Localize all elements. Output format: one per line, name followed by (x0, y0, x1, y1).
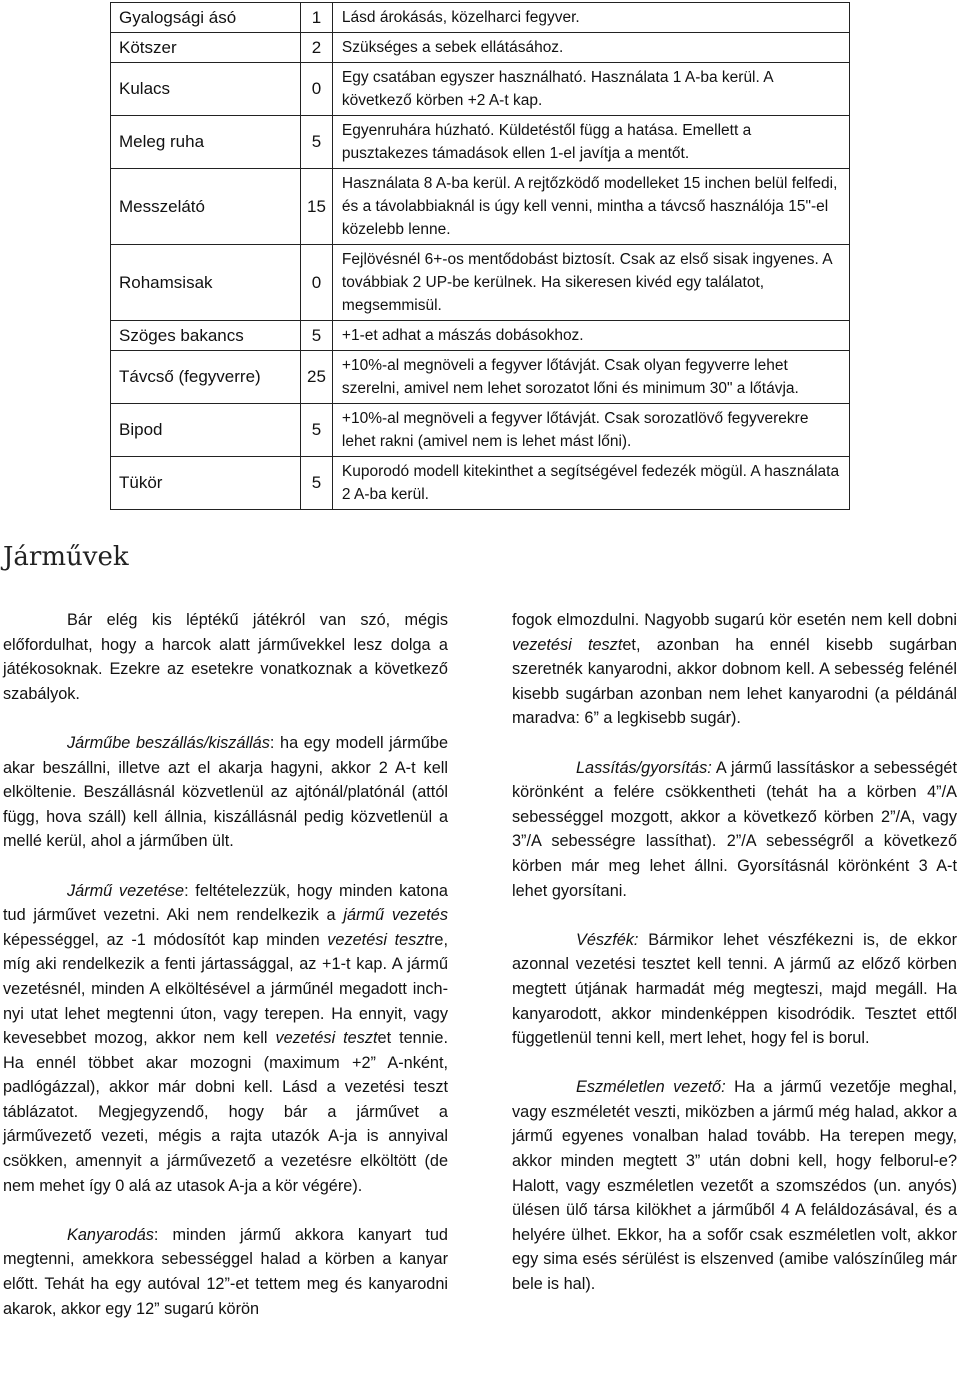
driving-text-b: képességgel, az -1 módosítót kap minden (3, 930, 328, 949)
item-cost-cell: 5 (301, 404, 333, 457)
turning-text: : minden jármű akkora kanyart tud megtenni, amekkora sebességgel halad a körben a kanyar előtt. Tehát ha egy autóval 12”-et tettem meg és kanyarodni akarok, akkor egy 12” sugarú körön (3, 1225, 448, 1318)
item-desc-cell: Szükséges a sebek ellátásához. (332, 33, 849, 63)
turning-cont-text-a: fogok elmozdulni. Nagyobb sugarú kör esetén nem kell dobni (512, 611, 957, 629)
table-row (111, 457, 850, 510)
right-column (512, 608, 957, 1297)
item-name-cell: Tükör (111, 457, 301, 510)
driving-italic-3: vezetési teszt (275, 1029, 378, 1048)
item-desc-cell: Egy csatában egyszer használható. Használata 1 A-ba kerül. A következő körben +2 A-t kap. (332, 63, 849, 116)
table-row (111, 245, 850, 321)
item-name-cell: Gyalogsági ásó (111, 3, 301, 33)
turning-continued-paragraph (512, 608, 957, 731)
speed-paragraph (512, 756, 957, 904)
intro-paragraph (3, 608, 448, 706)
item-name-cell: Kötszer (111, 33, 301, 63)
section-title: Járművek (3, 542, 129, 572)
item-cost-cell: 2 (301, 33, 333, 63)
left-column (3, 608, 448, 1321)
table-row (111, 321, 850, 351)
unconscious-driver-term: Eszméletlen vezető: (576, 1078, 726, 1097)
turning-cont-text-b: et, azonban ha ennél kisebb sugárban szeretnék kanyarodni, akkor dobnom kell. A sebesség felénél kisebb sugárban azonban nem lehet kanyarodni (a példánál maradva: 6” a legkisebb sugár). (512, 635, 958, 728)
item-cost-cell: 5 (301, 321, 333, 351)
speed-text: A jármű lassításkor a sebességét körönként a felére csökkentheti (tehát ha a körben 4”/A sebességgel mozgott, akkor a következő körben 2”/A, vagy 3”/A sebességre lassíthat). 2”/A sebességről a következő körben már meg lehet állni. Gyorsításnál körönként 3 A-t lehet gyorsítani. (512, 758, 957, 900)
driving-text-d: et tennie. Ha ennél többet akar mozogni (maximum +2” A-nként, padlógázzal), akkor már dobni kell. Lásd a vezetési teszt táblázatot. Megjegyzendő, hogy bár a járművet a járművezető vezeti, mégis a rajta utazók A-ja is annyival csökken, amennyit a járművezető a vezetésre elköltött (de nem mehet így 0 alá az utasok A-ja a kör végére). (3, 1029, 448, 1195)
table-row (111, 404, 850, 457)
boarding-term: Járműbe beszállás/kiszállás (67, 733, 270, 752)
driving-term: Jármű vezetése (67, 881, 185, 900)
equipment-table (110, 2, 850, 510)
turning-term: Kanyarodás (67, 1225, 154, 1244)
item-name-cell: Bipod (111, 404, 301, 457)
table-row (111, 116, 850, 169)
item-desc-cell: Lásd árokásás, közelharci fegyver. (332, 3, 849, 33)
table-row (111, 3, 850, 33)
item-name-cell: Messzelátó (111, 169, 301, 245)
item-name-cell: Távcső (fegyverre) (111, 351, 301, 404)
emergency-brake-text: Bármikor lehet vészfékezni is, de ekkor azonnal vezetési tesztet kell tenni. A jármű az előző körben megtett útjának harmadát még megteszi, majd megáll. Ha kanyarodott, akkor mindenképpen kisodródik. Tesztet ettől függetlenül tenni kell, mert lehet, hogy fel is borul. (512, 930, 957, 1048)
item-desc-cell: Használata 8 A-ba kerül. A rejtőzködő modelleket 15 inchen belül felfedi, és a távolabbiaknál is úgy kell venni, mintha a távcső használója 15"-el közelebb lenne. (332, 169, 849, 245)
intro-text: Bár elég kis léptékű játékról van szó, mégis előfordulhat, hogy a harcok alatt járművekkel lesz dolga a játékosoknak. Ezekre az esetekre vonatkoznak a következő szabályok. (3, 611, 448, 703)
item-cost-cell: 5 (301, 457, 333, 510)
driving-text-c: re, míg aki rendelkezik a fenti jártassággal, az +1-t kap. A jármű vezetésnél, minden A elköltésével a járműnél megadott inch-nyi utat lehet megtenni úton, vagy terepen. Ha ennyit, vagy kevesebbet mozog, akkor nem kell (3, 930, 448, 1048)
item-cost-cell: 1 (301, 3, 333, 33)
item-cost-cell: 15 (301, 169, 333, 245)
speed-term: Lassítás/gyorsítás: (576, 758, 712, 777)
item-name-cell: Kulacs (111, 63, 301, 116)
unconscious-driver-paragraph (512, 1075, 957, 1296)
item-desc-cell: +1-et adhat a mászás dobásokhoz. (332, 321, 849, 351)
driving-text-a: : feltételezzük, hogy minden katona tud járművet vezetni. Aki nem rendelkezik a (3, 881, 448, 925)
item-desc-cell: Egyenruhára húzható. Küldetéstől függ a hatása. Emellett a pusztakezes támadások ellen 1-el javítja a mentőt. (332, 116, 849, 169)
item-desc-cell: +10%-al megnöveli a fegyver lőtávját. Csak sorozatlövő fegyverekre lehet rakni (amivel nem is lehet mást lőni). (332, 404, 849, 457)
table-row (111, 169, 850, 245)
emergency-brake-term: Vészfék: (576, 930, 639, 949)
item-cost-cell: 25 (301, 351, 333, 404)
item-name-cell: Szöges bakancs (111, 321, 301, 351)
item-cost-cell: 5 (301, 116, 333, 169)
turning-cont-italic: vezetési teszt (512, 635, 623, 654)
item-cost-cell: 0 (301, 245, 333, 321)
item-cost-cell: 0 (301, 63, 333, 116)
driving-italic-2: vezetési teszt (327, 930, 429, 949)
table-row (111, 33, 850, 63)
emergency-brake-paragraph (512, 928, 957, 1051)
boarding-paragraph (3, 731, 448, 854)
item-desc-cell: +10%-al megnöveli a fegyver lőtávját. Csak olyan fegyverre lehet szerelni, amivel nem lehet sorozatot lőni és minimum 30" a lőtávja. (332, 351, 849, 404)
item-name-cell: Rohamsisak (111, 245, 301, 321)
driving-italic-1: jármű vezetés (343, 906, 448, 925)
unconscious-driver-text: Ha a jármű vezetője meghal, vagy eszméletét veszti, miközben a jármű még halad, akkor a jármű egyenes vonalban halad tovább. Ha terepen megy, akkor minden megtett 3” után dobni kell, hogy felborul-e? Halott, vagy eszméletlen vezetőt a szomszédos (un. anyós) ülésen ülő társa kilökhet a járműből 4 A feláldozásával, és a helyére ülhet. Ekkor, ha a sofőr csak eszméletlen volt, akkor egy sima esés sérülést is elszenved (amibe valószínűleg már bele is hal). (512, 1078, 957, 1294)
item-desc-cell: Kuporodó modell kitekinthet a segítségével fedezék mögül. A használata 2 A-ba kerül. (332, 457, 849, 510)
driving-paragraph (3, 879, 448, 1199)
table-row (111, 351, 850, 404)
item-desc-cell: Fejlövésnél 6+-os mentődobást biztosít. Csak az első sisak ingyenes. A továbbiak 2 UP-be kerülnek. Ha sikeresen kivéd egy találatot, megsemmisül. (332, 245, 849, 321)
turning-paragraph (3, 1223, 448, 1321)
item-name-cell: Meleg ruha (111, 116, 301, 169)
table-row (111, 63, 850, 116)
boarding-text: : ha egy modell járműbe akar beszállni, illetve azt el akarja hagyni, akkor 2 A-t kell elköltenie. Beszállásnál közvetlenül az ajtónál/platónál (attól függ, hova száll) kell állnia, kiszállásnál pedig közvetlenül a mellé kerül, ahol a járműben ült. (3, 733, 449, 851)
